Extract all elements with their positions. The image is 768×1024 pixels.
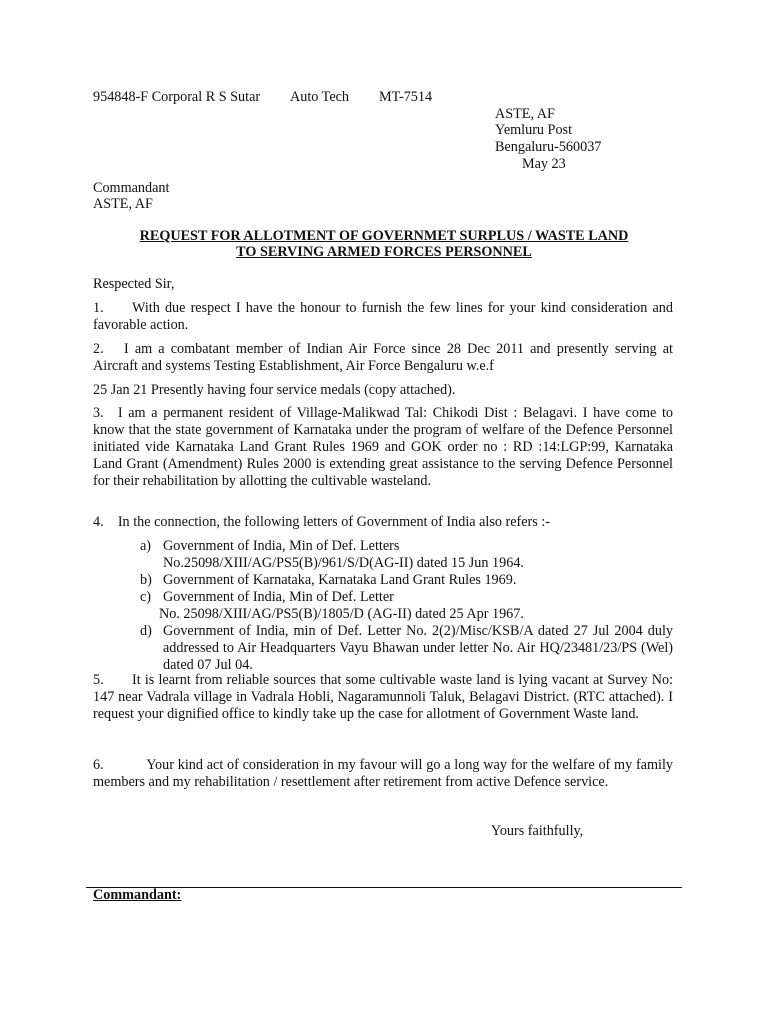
- reference-b-line-1: Government of Karnataka, Karnataka Land Grant Rules 1969.: [163, 572, 517, 588]
- reference-d-marker: d): [140, 623, 152, 639]
- paragraph-1: 1. With due respect I have the honour to furnish the few lines for your kind consideration and favorable action.: [93, 300, 673, 333]
- recipient-line-2: ASTE, AF: [93, 196, 153, 212]
- paragraph-4: 4. In the connection, the following letters of Government of India also refers :-: [93, 514, 551, 530]
- reference-a-line-1: Government of India, Min of Def. Letters: [163, 538, 400, 554]
- subject-line-1: REQUEST FOR ALLOTMENT OF GOVERNMET SURPLUS / WASTE LAND: [139, 228, 629, 244]
- letter-date: May 23: [522, 156, 566, 172]
- recipient-line-1: Commandant: [93, 180, 170, 196]
- reference-c-line-1: Government of India, Min of Def. Letter: [163, 589, 394, 605]
- sender-name: 954848-F Corporal R S Sutar: [93, 89, 261, 105]
- paragraph-5: 5. It is learnt from reliable sources that some cultivable waste land is lying vacant at Survey No: 147 near Vadrala village in Vadrala Hobli, Nagaramunnoli Taluk, Belagavi District. (RTC attached). I request your dignified office to kindly take up the case for allotment of Government Waste land.: [93, 672, 673, 722]
- signature-commandant-label: Commandant:: [93, 887, 182, 903]
- sender-mt-number: MT-7514: [379, 89, 433, 105]
- paragraph-6: 6. Your kind act of consideration in my favour will go a long way for the welfare of my family members and my rehabilitation / resettlement after retirement from active Defence service.: [93, 757, 673, 790]
- salutation: Respected Sir,: [93, 276, 175, 292]
- paragraph-2-continued: 25 Jan 21 Presently having four service medals (copy attached).: [93, 382, 456, 398]
- reference-a-marker: a): [140, 538, 152, 554]
- paragraph-3: 3. I am a permanent resident of Village-Malikwad Tal: Chikodi Dist : Belagavi. I have come to know that the state government of Karnataka under the program of welfare of the Defence Personnel initiated vide Karnataka Land Grant Rules 1969 and GOK order no : RD :14:LGP:99, Karnataka Land Grant (Amendment) Rules 2000 is extending great assistance to the serving Defence Personnel for their rehabilitation by allotting the cultivable wasteland.: [93, 405, 673, 489]
- reference-a-line-2: No.25098/XIII/AG/PS5(B)/961/S/D(AG-II) dated 15 Jun 1964.: [163, 555, 524, 571]
- address-line-3: Bengaluru-560037: [495, 139, 602, 155]
- reference-c-line-2: No. 25098/XIII/AG/PS5(B)/1805/D (AG-II) dated 25 Apr 1967.: [159, 606, 524, 622]
- reference-b-marker: b): [140, 572, 152, 588]
- sender-trade: Auto Tech: [290, 89, 350, 105]
- subject-line-2: TO SERVING ARMED FORCES PERSONNEL: [236, 244, 532, 260]
- reference-d-text: Government of India, min of Def. Letter No. 2(2)/Misc/KSB/A dated 27 Jul 2004 duly addressed to Air Headquarters Vayu Bhawan under letter No. Air HQ/23481/23/PS (Wel) dated 07 Jul 04.: [163, 623, 673, 673]
- reference-c-marker: c): [140, 589, 152, 605]
- address-line-1: ASTE, AF: [495, 106, 555, 122]
- address-line-2: Yemluru Post: [495, 122, 573, 138]
- paragraph-2: 2. I am a combatant member of Indian Air Force since 28 Dec 2011 and presently serving at Aircraft and systems Testing Establishment, Air Force Bengaluru w.e.f: [93, 341, 673, 374]
- closing-yours-faithfully: Yours faithfully,: [491, 823, 584, 839]
